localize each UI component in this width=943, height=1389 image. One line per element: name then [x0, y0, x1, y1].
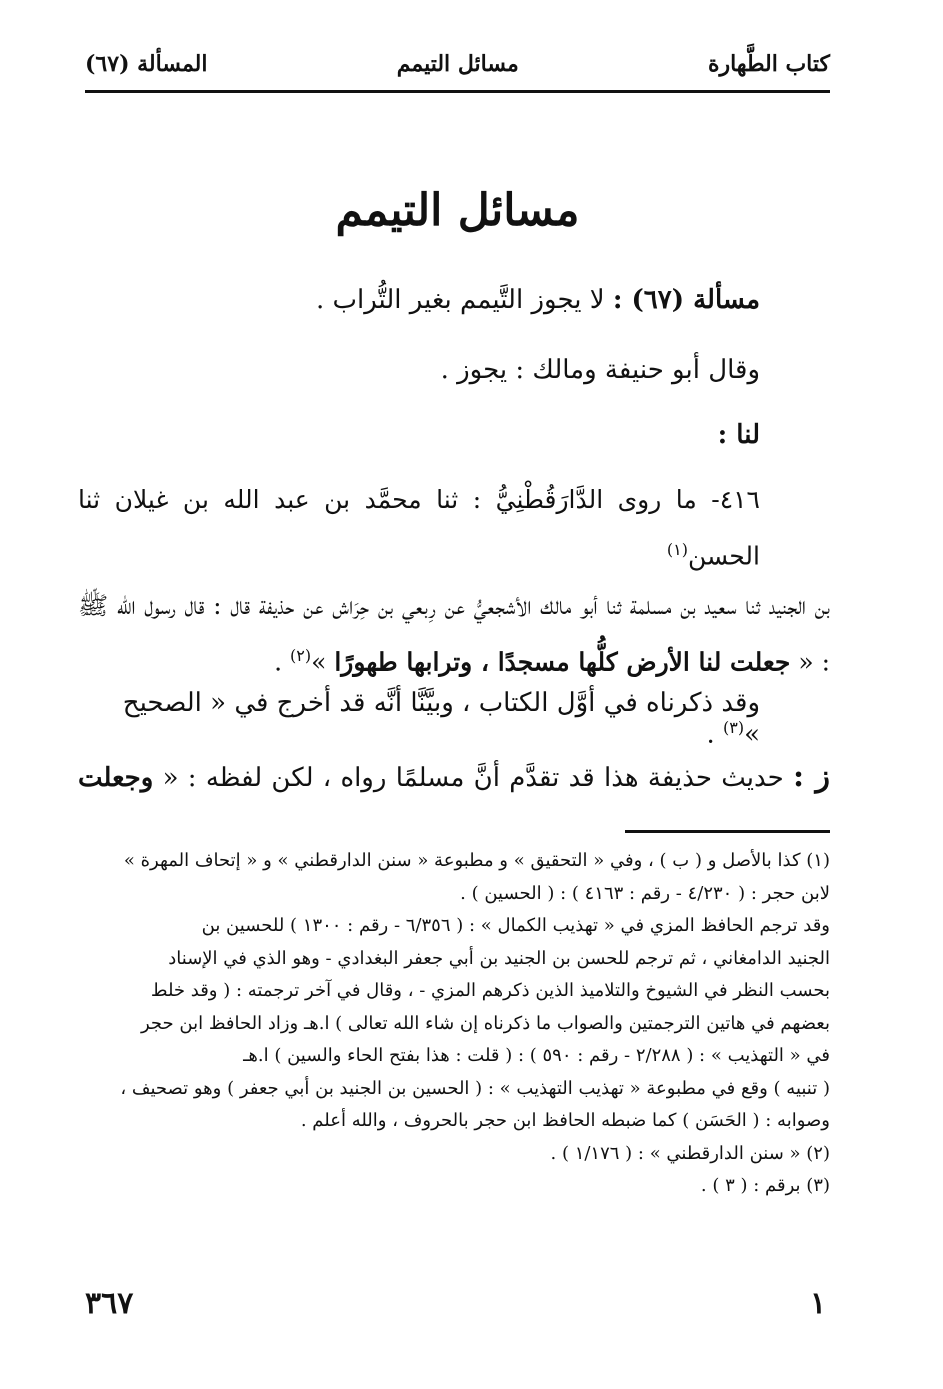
footnote-number: (١): [806, 850, 830, 871]
footnote-ref-2: (٢): [289, 646, 312, 666]
footnote-line: بعضهم في هاتين الترجمتين والصواب ما ذكرناه إن شاء الله تعالى ) ا.هـ وزاد الحافظ ابن حجر: [141, 1012, 830, 1034]
mentioned-text: وقد ذكرناه في أوَّل الكتاب ، وبيَّنَّا أنَّه قد أخرج في « الصحيح »: [122, 688, 760, 750]
footnote-line: « سنن الدارقطني » : ( ١/١٧٦ ) .: [550, 1142, 801, 1164]
hadith-tail: .: [274, 647, 283, 677]
header-section-title: مسائل التيمم: [396, 51, 519, 77]
header-divider: [85, 90, 830, 93]
footnote-line: كذا بالأصل و ( ب ) ، وفي « التحقيق » و مطبوعة « سنن الدارقطني » و « إتحاف المهرة »: [123, 850, 801, 871]
footnote-separator: [625, 830, 830, 833]
page-number: ٣٦٧: [85, 1286, 134, 1321]
footnotes: [78, 845, 830, 1203]
zawaid-bold-tail: وجعلت: [78, 763, 154, 793]
hadith-quote: جعلت لنا الأرض كلُّها مسجدًا ، وترابها طهورًا: [334, 647, 791, 677]
mentioned-note: [78, 688, 760, 750]
issue-text: لا يجوز التَّيمم بغير التُّراب .: [315, 285, 605, 315]
lana-heading: لنا :: [717, 420, 760, 450]
footnote-line: وصوابه : ( الحَسَن ) كما ضبطه الحافظ ابن حجر بالحروف ، والله أعلم .: [300, 1110, 830, 1131]
zawaid-text: حديث حذيفة هذا قد تقدَّم أنَّ مسلمًا رواه ، لكن لفظه : «: [162, 763, 784, 793]
footnote-number: (٣): [806, 1175, 830, 1196]
footnote-3: [78, 1170, 830, 1203]
hadith-chain-start: ٤١٦- ما روى الدَّارَقُطْنِيُّ : ثنا محمَّد بن عبد الله بن غيلان ثنا الحسن: [78, 485, 760, 571]
footnote-line: ( تنبيه ) وقع في مطبوعة « تهذيب التهذيب » : ( الحسين بن الجنيد بن أبي جعفر ) وهو تصحيف ،: [120, 1077, 830, 1099]
footnote-line: في « التهذيب » : ( ٢/٢٨٨ - رقم : ٥٩٠ ) : ( قلت : هذا بفتح الحاء والسين ) ا.هـ: [243, 1045, 830, 1066]
zawaid-note: [78, 755, 830, 800]
header-issue-number: المسألة (٦٧): [85, 51, 208, 77]
footnote-ref-1: (١): [666, 540, 688, 559]
hadith-chain-rest: بن الجنيد ثنا سعيد بن مسلمة ثنا أبو مالك الأشجعيُّ عن رِبعي بن حِرَاش عن حذيفة قال : قال رسول الله ﷺ : «: [78, 591, 830, 677]
footnote-line: لابن حجر : ( ٤/٢٣٠ - رقم : ٤١٦٣ ) : ( الحسين ) .: [460, 882, 830, 904]
hadith-quote-close: »: [311, 647, 327, 677]
footnote-number: (٢): [806, 1142, 830, 1164]
footnote-ref-3: (٣): [722, 718, 745, 737]
footnote-line: الجنيد الدامغاني ، ثم ترجم للحسن بن الجنيد بن أبي جعفر البغدادي - وهو الذي في الإسناد: [168, 947, 830, 969]
hadith-first-line: [78, 475, 830, 581]
hadith-416: [78, 475, 830, 688]
footnote-2: [78, 1138, 830, 1171]
footnote-1: [78, 845, 830, 1138]
footnote-line: وقد ترجم الحافظ المزي في « تهذيب الكمال » : ( ٦/٣٥٦ - رقم : ١٣٠٠ ) للحسين بن: [201, 915, 830, 936]
footnote-line: بحسب النظر في الشيوخ والتلاميذ الذين ذكرهم المزي - ، وقال في آخر ترجمته : ( وقد خلط: [150, 980, 830, 1001]
zawaid-label: ز :: [792, 759, 830, 794]
mentioned-tail: .: [706, 719, 715, 750]
issue-label: مسألة (٦٧) :: [612, 285, 760, 315]
signature-mark: ١: [810, 1286, 827, 1321]
opposing-opinion: وقال أبو حنيفة ومالك : يجوز .: [440, 355, 760, 385]
footnote-line: برقم : ( ٣ ) .: [700, 1175, 801, 1196]
header-book-title: كتاب الطَّهارة: [707, 51, 830, 77]
running-header: [85, 40, 830, 88]
issue-statement: [78, 285, 760, 315]
chapter-title: مسائل التيمم: [335, 185, 580, 236]
